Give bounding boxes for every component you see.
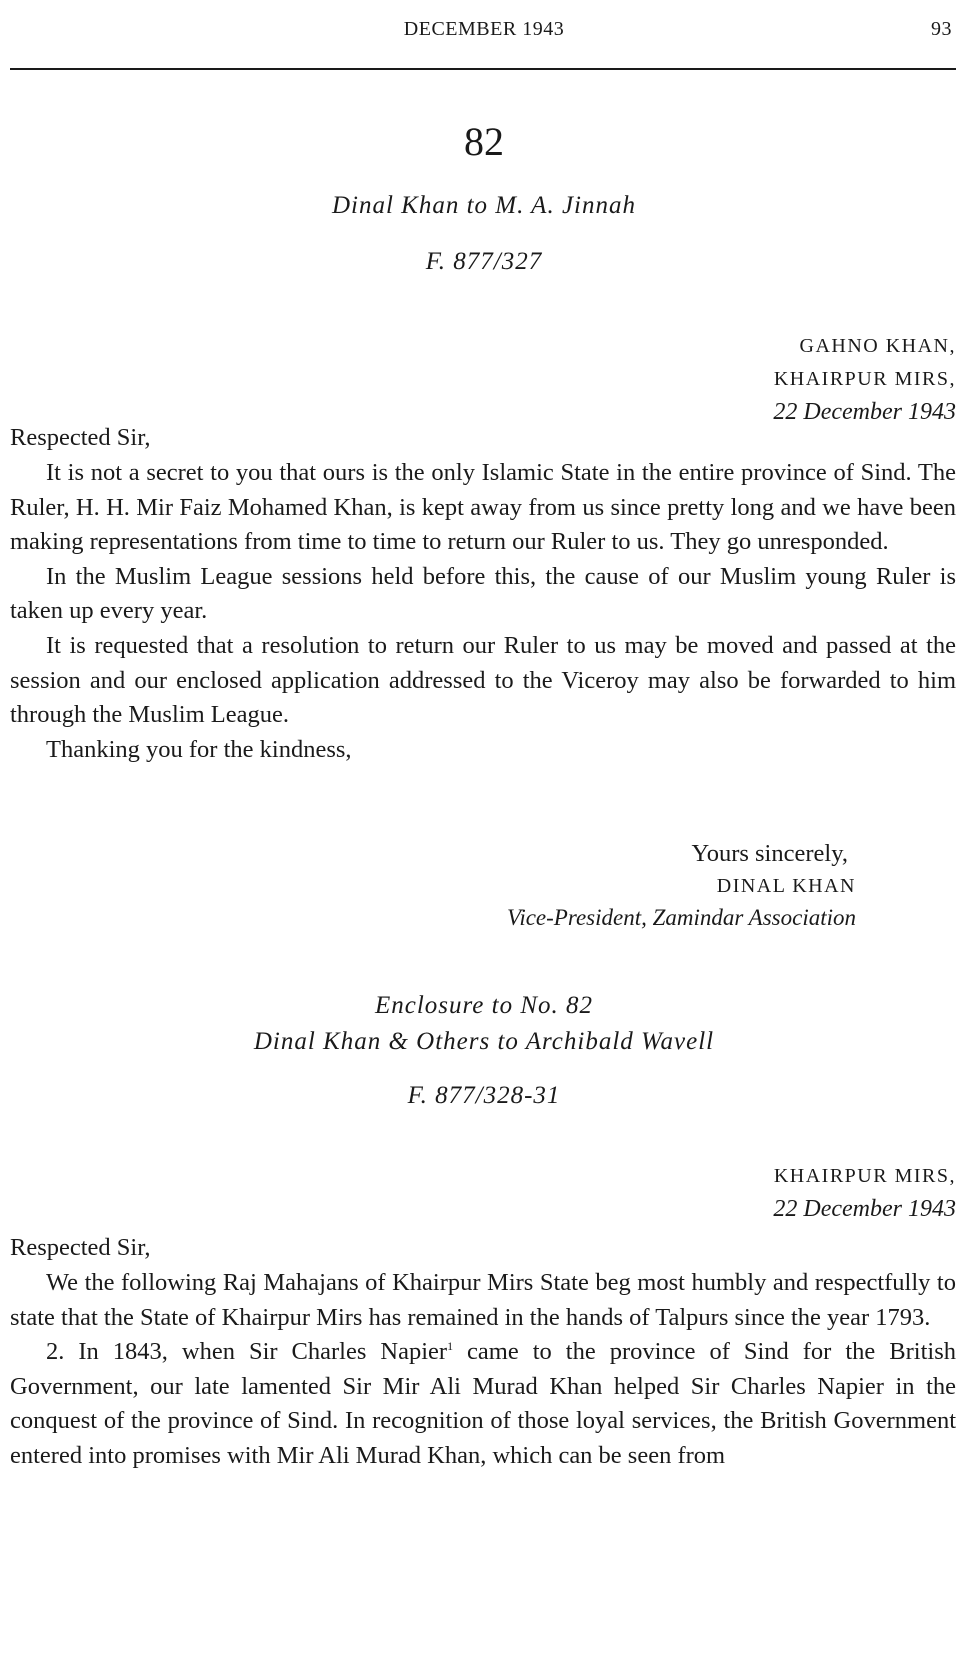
- enclosure-file-reference: F. 877/328-31: [407, 1082, 561, 1109]
- paragraph: [10, 1335, 956, 1473]
- footnote-marker: 1: [447, 1339, 454, 1354]
- enclosure-date: 22 December 1943: [773, 1196, 956, 1222]
- address-line: KHAIRPUR MIRS,: [773, 368, 956, 390]
- enclosure-body: [10, 1266, 956, 1474]
- salutation: Respected Sir,: [10, 424, 151, 451]
- sender-address: [773, 330, 956, 429]
- letter-date: 22 December 1943: [773, 399, 956, 425]
- signatory-name: DINAL KHAN: [716, 875, 856, 897]
- address-line: KHAIRPUR MIRS,: [773, 1165, 956, 1187]
- closing: Yours sincerely,: [691, 840, 848, 867]
- letter-body: [10, 456, 956, 767]
- document-title: Dinal Khan to M. A. Jinnah: [331, 192, 636, 219]
- enclosure-address: [773, 1160, 956, 1226]
- paragraph-text: came to the province of Sind for the British Government, our late lamented Sir Mir Ali Murad Khan helped Sir Charles Napier in the conquest of the province of Sind. In recognition of those loyal services, the British Government entered into promises with Mir Ali Murad Khan, which can be seen from: [10, 1338, 956, 1469]
- enclosure-title: Dinal Khan & Others to Archibald Wavell: [253, 1028, 715, 1055]
- enclosure-salutation: Respected Sir,: [10, 1234, 151, 1261]
- paragraph: It is not a secret to you that ours is the only Islamic State in the entire province of Sind. The Ruler, H. H. Mir Faiz Mohamed Khan, is kept away from us since pretty long and we have been making representations from time to time to return our Ruler to us. They go unresponded.: [10, 459, 956, 556]
- paragraph: We the following Raj Mahajans of Khairpur Mirs State beg most humbly and respectfully to state that the State of Khairpur Mirs has remained in the hands of Talpurs since the year 1793.: [10, 1269, 956, 1331]
- running-title: DECEMBER 1943: [403, 18, 565, 40]
- page-number: 93: [931, 18, 952, 40]
- address-line: GAHNO KHAN,: [799, 335, 956, 357]
- paragraph: In the Muslim League sessions held before this, the cause of our Muslim young Ruler is taken up every year.: [10, 562, 956, 625]
- signatory-designation: Vice-President, Zamindar Association: [506, 905, 856, 930]
- paragraph: It is requested that a resolution to return our Ruler to us may be moved and passed at the session and our enclosed application addressed to the Viceroy may also be forwarded to him through the Muslim League.: [10, 631, 956, 729]
- enclosure-heading: Enclosure to No. 82: [374, 992, 594, 1019]
- file-reference: F. 877/327: [425, 248, 543, 275]
- paragraph-text: 2. In 1843, when Sir Charles Napier: [46, 1338, 448, 1366]
- running-header: [10, 18, 958, 48]
- signature-block: [440, 838, 856, 934]
- document-number: 82: [464, 119, 504, 164]
- paragraph: Thanking you for the kindness,: [46, 735, 352, 763]
- header-rule: [10, 68, 956, 70]
